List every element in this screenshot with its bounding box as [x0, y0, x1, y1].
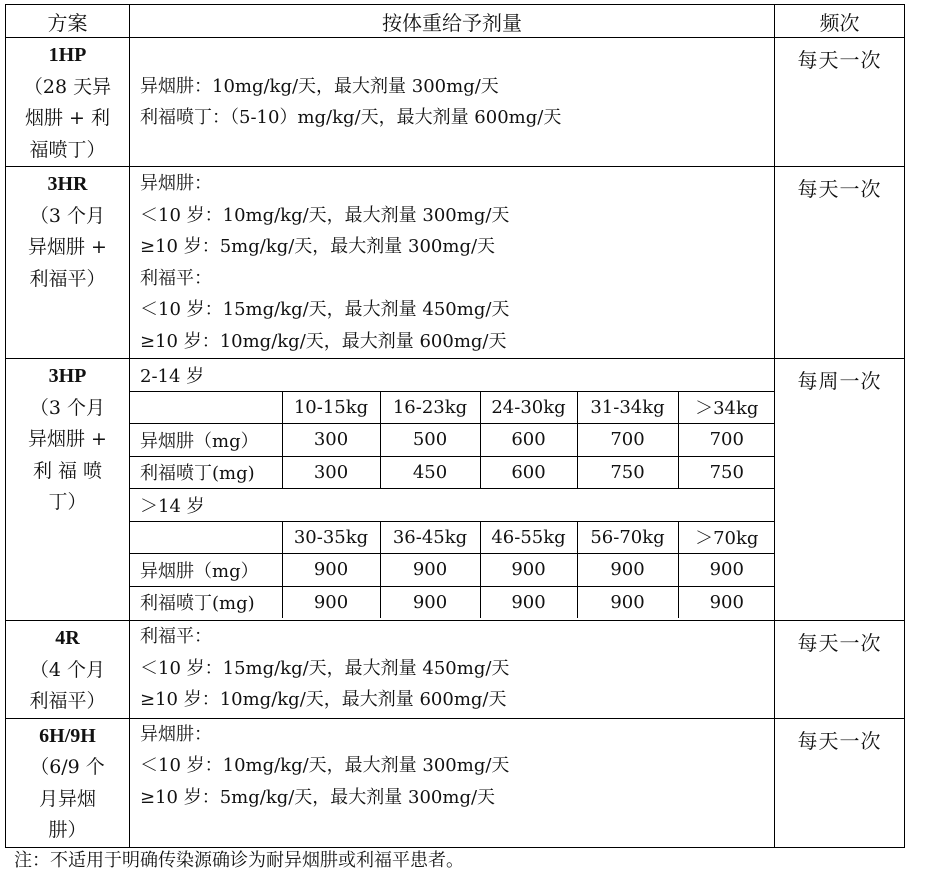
- scheme-cell: [6, 359, 130, 621]
- dose-value: 900: [380, 554, 480, 587]
- footnote: 注：不适用于明确传染源确诊为耐异烟肼或利福平患者。: [14, 850, 464, 871]
- weight-band: 16-23kg: [380, 391, 480, 424]
- dose-value: 900: [480, 554, 577, 587]
- scheme-cell: [6, 718, 130, 847]
- scheme-desc: （6/9 个: [30, 756, 105, 778]
- dose-value: 900: [577, 586, 678, 618]
- drug-name: 利福喷丁(mg): [130, 456, 282, 489]
- table-row-3hr: [6, 167, 905, 359]
- dose-line: ≥10 岁：10mg/kg/天，最大剂量 600mg/天: [140, 689, 507, 710]
- dose-value: 900: [282, 554, 380, 587]
- scheme-desc: 丁）: [48, 491, 87, 513]
- weight-band: 10-15kg: [282, 391, 380, 424]
- dose-line: 利福喷丁：（5-10）mg/kg/天，最大剂量 600mg/天: [140, 107, 562, 128]
- dose-line: 异烟肼：: [140, 723, 212, 745]
- scheme-desc: （3 个月: [29, 396, 106, 419]
- dose-line: 利福平：: [140, 626, 212, 647]
- dose-line: ≥10 岁：5mg/kg/天，最大剂量 300mg/天: [140, 236, 496, 257]
- age-group-row: [130, 359, 775, 391]
- drug-name: 异烟肼（mg）: [130, 424, 282, 457]
- scheme-desc: 肼）: [48, 819, 87, 841]
- table-row-4r: [6, 621, 905, 719]
- dose-value: 300: [282, 424, 380, 457]
- frequency-cell: 每天一次: [775, 167, 905, 359]
- weight-band: 36-45kg: [380, 521, 480, 554]
- scheme-code: 6H/9H: [39, 724, 96, 747]
- scheme-desc: （4 个月: [29, 658, 106, 681]
- header-frequency: 频次: [775, 5, 905, 38]
- frequency-cell: 每周一次: [775, 359, 905, 621]
- dose-value: 900: [678, 554, 775, 587]
- weight-band: 31-34kg: [577, 391, 678, 424]
- dose-line: ＜10 岁：15mg/kg/天，最大剂量 450mg/天: [140, 299, 510, 320]
- dose-value: 600: [480, 424, 577, 457]
- drug-name: 异烟肼（mg）: [130, 554, 282, 587]
- weight-band: 24-30kg: [480, 391, 577, 424]
- dose-value: 700: [678, 424, 775, 457]
- dose-value: 500: [380, 424, 480, 457]
- age-group-label: ＞14 岁: [130, 489, 775, 522]
- scheme-desc: （28 天异: [23, 75, 112, 98]
- dose-line: ＜10 岁：10mg/kg/天，最大剂量 300mg/天: [140, 755, 510, 776]
- weight-band: 56-70kg: [577, 521, 678, 554]
- dose-value: 750: [678, 456, 775, 489]
- dose-value: 900: [480, 586, 577, 618]
- dose-line: ＜10 岁：15mg/kg/天，最大剂量 450mg/天: [140, 657, 510, 679]
- drug-row: [130, 586, 775, 618]
- weight-header-row: [130, 521, 775, 554]
- weight-band: ＞70kg: [678, 521, 775, 554]
- scheme-desc: （3 个月: [29, 204, 106, 227]
- frequency-cell: 每天一次: [775, 621, 905, 719]
- weight-band: 30-35kg: [282, 521, 380, 554]
- dose-value: 900: [678, 586, 775, 618]
- table-row-3hp: [6, 359, 905, 621]
- empty-cell: [130, 521, 282, 554]
- dose-value: 750: [577, 456, 678, 489]
- dose-cell: [130, 718, 775, 847]
- scheme-desc: 利 福 喷: [32, 459, 103, 482]
- scheme-desc: 利福平）: [29, 690, 106, 712]
- drug-name: 利福喷丁(mg): [130, 586, 282, 618]
- dose-value: 900: [380, 586, 480, 618]
- dose-cell: [130, 38, 775, 167]
- dose-cell: [130, 621, 775, 719]
- scheme-cell: [6, 621, 130, 719]
- drug-row: [130, 554, 775, 587]
- dose-line: 异烟肼：: [140, 173, 212, 194]
- scheme-code: 3HR: [47, 173, 88, 195]
- dose-value: 300: [282, 456, 380, 489]
- dose-value: 900: [282, 586, 380, 618]
- dose-line: 利福平：: [140, 267, 212, 289]
- scheme-desc: 利福平）: [29, 267, 106, 290]
- age-group-label: 2-14 岁: [130, 359, 775, 391]
- scheme-desc: 福喷丁）: [29, 138, 106, 161]
- scheme-desc: 月异烟: [38, 787, 96, 810]
- table-header-row: [6, 5, 905, 38]
- header-dose: 按体重给予剂量: [130, 5, 775, 38]
- table-row-6h-9h: [6, 718, 905, 847]
- weight-band: ＞34kg: [678, 391, 775, 424]
- regimen-table: [5, 4, 905, 848]
- dose-line: ≥10 岁：10mg/kg/天，最大剂量 600mg/天: [140, 330, 507, 352]
- scheme-desc: 烟肼 + 利: [25, 107, 110, 129]
- frequency-cell: 每天一次: [775, 38, 905, 167]
- dose-line: ＜10 岁：10mg/kg/天，最大剂量 300mg/天: [140, 204, 510, 226]
- frequency-cell: 每天一次: [775, 718, 905, 847]
- scheme-cell: [6, 38, 130, 167]
- scheme-code: 1HP: [48, 44, 87, 66]
- drug-row: [130, 424, 775, 457]
- dose-value: 700: [577, 424, 678, 457]
- drug-row: [130, 456, 775, 489]
- scheme-cell: [6, 167, 130, 359]
- dose-line: ≥10 岁：5mg/kg/天，最大剂量 300mg/天: [140, 786, 496, 808]
- empty-cell: [130, 391, 282, 424]
- dose-value: 450: [380, 456, 480, 489]
- dose-value: 600: [480, 456, 577, 489]
- header-scheme: 方案: [6, 5, 130, 38]
- scheme-code: 3HP: [48, 365, 87, 387]
- table-row-1hp: [6, 38, 905, 167]
- dose-value: 900: [577, 554, 678, 587]
- scheme-code: 4R: [55, 627, 80, 649]
- dose-cell: [130, 359, 775, 621]
- age-group-row: [130, 489, 775, 522]
- dose-line: 异烟肼：10mg/kg/天，最大剂量 300mg/天: [140, 75, 499, 97]
- weight-band: 46-55kg: [480, 521, 577, 554]
- weight-header-row: [130, 391, 775, 424]
- scheme-desc: 异烟肼 +: [28, 236, 107, 258]
- scheme-desc: 异烟肼 +: [28, 428, 107, 450]
- dose-cell: [130, 167, 775, 359]
- weight-dose-subtable: [130, 359, 775, 618]
